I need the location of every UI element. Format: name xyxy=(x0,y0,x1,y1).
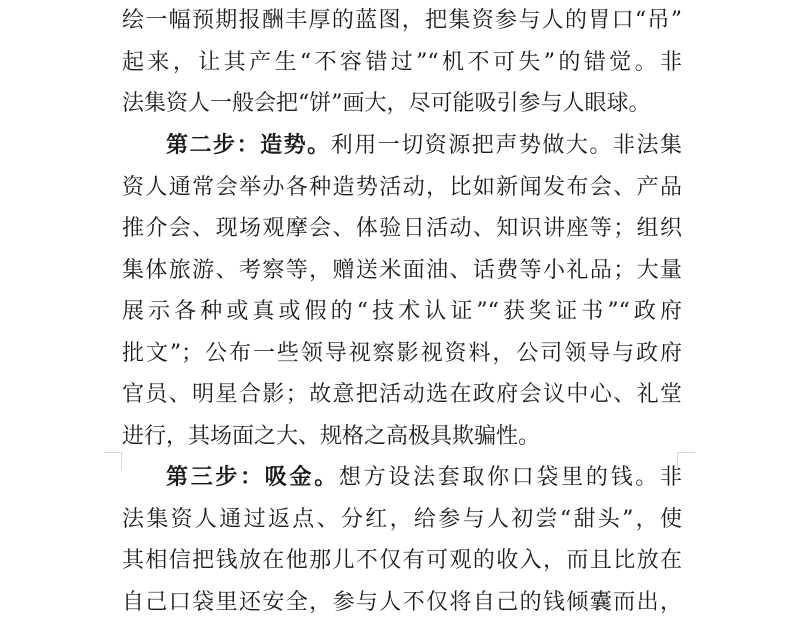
paragraph-2-first-line xyxy=(166,131,682,161)
paragraph-3-first-line-text: 想方设法套取你口袋里的钱。非 xyxy=(338,465,682,490)
margin-mark xyxy=(104,452,122,453)
paragraph-1-line-2: 起来，让其产生“不容错过”“机不可失”的错觉。非 xyxy=(122,50,682,75)
paragraph-3-line-3: 其相信把钱放在他那儿不仅有可观的收入，而且比放在 xyxy=(122,548,682,573)
step-2-heading: 第二步：造势。 xyxy=(166,133,331,158)
paragraph-2-line-6: 批文”；公布一些领导视察影视资料，公司领导与政府 xyxy=(122,341,682,366)
paragraph-2-line-2: 资人通常会举办各种造势活动，比如新闻发布会、产品 xyxy=(122,175,682,200)
paragraph-3-line-4: 自己口袋里还安全，参与人不仅将自己的钱倾囊而出， xyxy=(122,590,682,615)
step-3-heading: 第三步：吸金。 xyxy=(166,465,339,490)
paragraph-2-line-8: 进行，其场面之大、规格之高极具欺骗性。 xyxy=(122,424,541,449)
paragraph-2-line-7: 官员、明星合影；故意把活动选在政府会议中心、礼堂 xyxy=(122,382,682,407)
margin-mark xyxy=(121,452,122,470)
margin-mark xyxy=(677,452,695,453)
paragraph-2-first-line-text: 利用一切资源把声势做大。非法集 xyxy=(330,133,682,158)
paragraph-1-line-1: 绘一幅预期报酬丰厚的蓝图，把集资参与人的胃口“吊” xyxy=(122,8,682,33)
paragraph-3-line-2: 法集资人通过返点、分红，给参与人初尝“甜头”，使 xyxy=(122,507,682,532)
paragraph-2-line-5: 展示各种或真或假的“技术认证”“获奖证书”“政府 xyxy=(122,299,682,324)
paragraph-2-line-4: 集体旅游、考察等，赠送米面油、话费等小礼品；大量 xyxy=(122,258,682,283)
paragraph-1-line-3: 法集资人一般会把“饼”画大，尽可能吸引参与人眼球。 xyxy=(122,91,651,116)
paragraph-2-line-3: 推介会、现场观摩会、体验日活动、知识讲座等；组织 xyxy=(122,216,682,241)
paragraph-3-first-line xyxy=(166,463,682,493)
